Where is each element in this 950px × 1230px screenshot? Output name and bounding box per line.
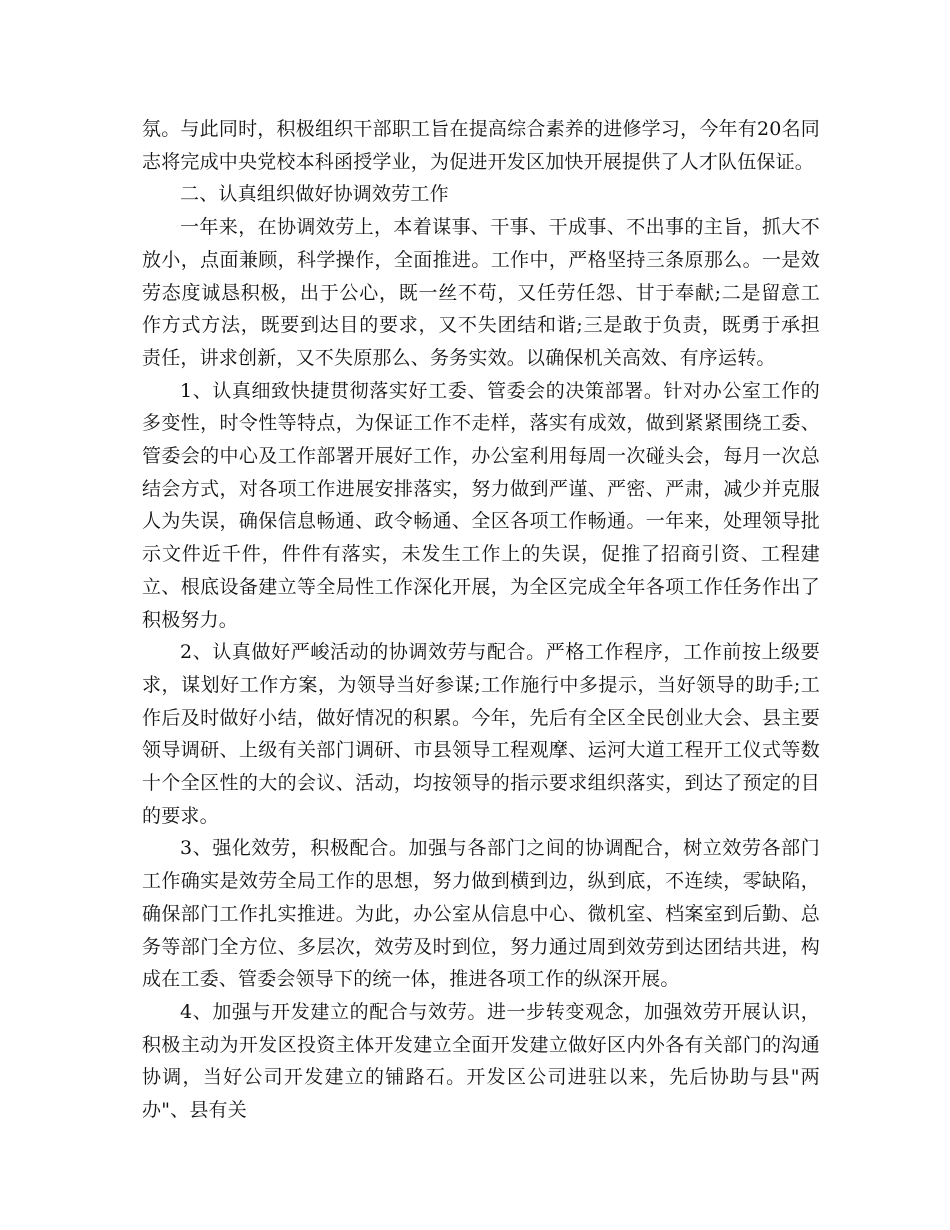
paragraph-item-3: 3、强化效劳，积极配合。加强与各部门之间的协调配合，树立效劳各部门工作确实是效劳全局工作的思想，努力做到横到边，纵到底，不连续，零缺陷，确保部门工作扎实推进。为此，办公室从信息中心、微机室、档案室到后勤、总务等部门全方位、多层次，效劳及时到位，努力通过周到效劳到达团结共进，构成在工委、管委会领导下的统一体，推进各项工作的纵深开展。	[142, 837, 820, 991]
document-body	[142, 113, 820, 1127]
paragraph-item-2: 2、认真做好严峻活动的协调效劳与配合。严格工作程序，工作前按上级要求，谋划好工作方案，为领导当好参谋;工作施行中多提示，当好领导的助手;工作后及时做好小结，做好情况的积累。今年，先后有全区全民创业大会、县主要领导调研、上级有关部门调研、市县领导工程观摩、运河大道工程开工仪式等数十个全区性的大的会议、活动，均按领导的指示要求组织落实，到达了预定的目的要求。	[142, 641, 820, 827]
section-heading: 二、认真组织做好协调效劳工作	[180, 183, 449, 206]
paragraph-intro: 一年来，在协调效劳上，本着谋事、干事、干成事、不出事的主旨，抓大不放小，点面兼顾，科学操作，全面推进。工作中，严格坚持三条原那么。一是效劳态度诚恳积极，出于公心，既一丝不苟，又任劳任怨、甘于奉献;二是留意工作方式方法，既要到达目的要求，又不失团结和谐;三是敢于负责，既勇于承担责任，讲求创新，又不失原那么、务务实效。以确保机关高效、有序运转。	[142, 216, 820, 369]
paragraph-item-1: 1、认真细致快捷贯彻落实好工委、管委会的决策部署。针对办公室工作的多变性，时令性等特点，为保证工作不走样，落实有成效，做到紧紧围绕工委、管委会的中心及工作部署开展好工作，办公室利用每周一次碰头会，每月一次总结会方式，对各项工作进展安排落实，努力做到严谨、严密、严肃，减少并克服人为失误，确保信息畅通、政令畅通、全区各项工作畅通。一年来，处理领导批示文件近千件，件件有落实，未发生工作上的失误，促推了招商引资、工程建立、根底设备建立等全局性工作深化开展，为全区完成全年各项工作任务作出了积极努力。	[142, 379, 820, 631]
paragraph-item-4: 4、加强与开发建立的配合与效劳。进一步转变观念，加强效劳开展认识，积极主动为开发区投资主体开发建立全面开发建立做好区内外各有关部门的沟通协调，当好公司开发建立的铺路石。开发区公司进驻以来，先后协助与县"两办"、县有关	[142, 1000, 820, 1122]
paragraph-continuation: 氛。与此同时，积极组织干部职工旨在提高综合素养的进修学习，今年有20名同志将完成中央党校本科函授学业，为促进开发区加快开展提供了人才队伍保证。	[142, 118, 820, 173]
